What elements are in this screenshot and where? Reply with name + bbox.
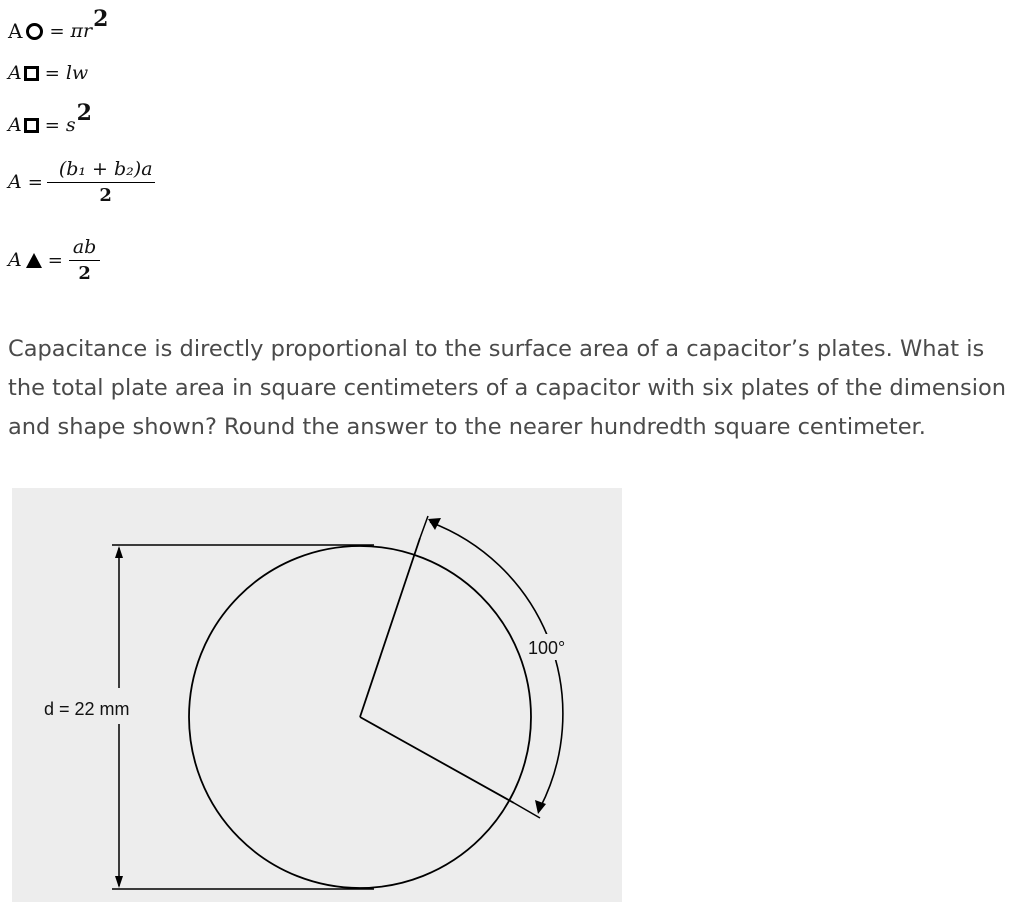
exponent: 2 <box>76 100 92 126</box>
question-text: Capacitance is directly proportional to the surface area of a capacitor’s plates. What is the total plate area in square centimeters of a capacitor with six plates of the dimension and shape shown? Round the answer to the nearer hundredth square centimeter. <box>8 336 1006 440</box>
numerator: (b₁ + b₂)a <box>58 158 153 180</box>
plate-diagram <box>12 488 622 902</box>
formula-trapezoid-area <box>8 158 155 206</box>
extension-lower <box>514 803 540 818</box>
equals-sign: = <box>44 114 60 136</box>
trapezoid-fraction <box>57 158 155 206</box>
circle-icon <box>26 23 43 40</box>
equals-sign: = <box>27 171 43 193</box>
area-symbol: A <box>8 114 22 136</box>
denominator: 2 <box>78 263 91 284</box>
arc-arrowhead-start <box>428 518 441 530</box>
triangle-icon <box>26 253 42 268</box>
rectangle-area-expression: lw <box>65 62 89 84</box>
formula-triangle-area <box>8 236 100 284</box>
triangle-fraction <box>69 236 101 284</box>
denominator: 2 <box>99 185 112 206</box>
capacitor-plate-figure <box>12 488 622 902</box>
formula-circle-area <box>8 6 109 44</box>
sector-radius-upper <box>360 538 420 717</box>
numerator: ab <box>72 236 97 258</box>
exponent: 2 <box>93 6 109 32</box>
square-icon <box>24 118 39 133</box>
square-icon <box>24 66 39 81</box>
arrowhead-up <box>115 546 123 558</box>
area-symbol: A <box>8 19 23 43</box>
extension-upper <box>420 516 428 538</box>
formula-square-area <box>8 100 92 138</box>
arrowhead-down <box>115 876 123 888</box>
square-area-expression: s <box>65 114 76 136</box>
equals-sign: = <box>49 20 65 42</box>
area-symbol: A <box>8 62 22 84</box>
arc-arrowhead-end <box>535 800 546 814</box>
angle-arc <box>430 522 566 808</box>
diameter-label: d = 22 mm <box>44 699 130 719</box>
angle-label: 100° <box>528 638 566 658</box>
sector-radius-lower <box>360 717 514 803</box>
formula-rectangle-area <box>8 62 88 84</box>
equals-sign: = <box>44 62 60 84</box>
circle-area-expression: πr <box>70 20 93 42</box>
area-symbol: A <box>8 171 22 193</box>
equals-sign: = <box>47 249 63 271</box>
area-symbol: A <box>8 249 22 271</box>
